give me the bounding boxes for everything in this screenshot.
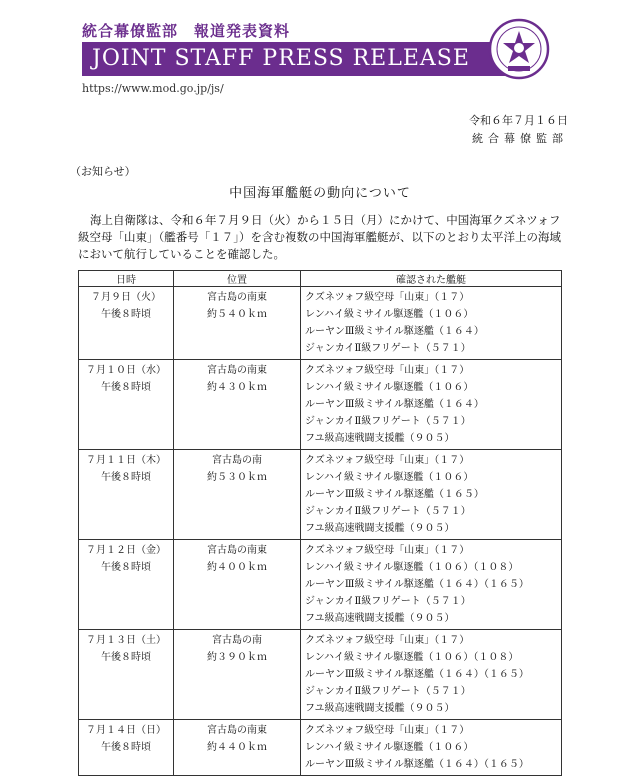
sighting-time: 午後８時頃	[101, 472, 151, 483]
position-place: 宮古島の南	[212, 635, 262, 646]
position-place: 宮古島の南	[212, 455, 262, 466]
joint-staff-seal-icon	[488, 18, 550, 80]
ship-sightings-table	[78, 270, 562, 776]
sighting-time: 午後８時頃	[101, 742, 151, 753]
sighting-time: 午後８時頃	[101, 382, 151, 393]
ship-entry: クズネツォフ級空母「山東」（１７）	[305, 292, 470, 303]
ship-entry: ルーヤンⅢ級ミサイル駆逐艦（１６４）	[305, 326, 484, 337]
cell-datetime	[79, 360, 174, 450]
ship-entry: フユ級高速戦闘支援艦（９０５）	[305, 523, 455, 534]
cell-datetime	[79, 630, 174, 720]
press-release-banner: JOINT STAFF PRESS RELEASE	[82, 42, 512, 76]
sighting-time: 午後８時頃	[101, 309, 151, 320]
table-row	[79, 360, 562, 450]
cell-position	[174, 540, 301, 630]
ship-entry: クズネツォフ級空母「山東」（１７）	[305, 365, 470, 376]
site-url[interactable]: https://www.mod.go.jp/js/	[82, 82, 224, 95]
cell-position	[174, 630, 301, 720]
table-row	[79, 720, 562, 776]
table-header-row	[79, 271, 562, 287]
ship-entry: レンハイ級ミサイル駆逐艦（１０６）	[305, 309, 474, 320]
position-distance: 約４４０ｋｍ	[207, 742, 267, 753]
position-place: 宮古島の南東	[207, 545, 267, 556]
ship-entry: レンハイ級ミサイル駆逐艦（１０６）（１０８）	[305, 562, 519, 573]
position-distance: 約５３０ｋｍ	[207, 472, 267, 483]
cell-datetime	[79, 540, 174, 630]
org-header: 統合幕僚監部 報道発表資料	[82, 22, 291, 40]
sighting-time: 午後８時頃	[101, 652, 151, 663]
ship-entry: レンハイ級ミサイル駆逐艦（１０６）	[305, 382, 474, 393]
position-place: 宮古島の南東	[207, 725, 267, 736]
ship-entry: ジャンカイⅡ級フリゲート（５７１）	[305, 506, 471, 517]
ship-entry: ジャンカイⅡ級フリゲート（５７１）	[305, 416, 471, 427]
ship-entry: フユ級高速戦闘支援艦（９０５）	[305, 703, 455, 714]
sighting-date: ７月９日（火）	[91, 292, 161, 303]
header-date: 日時	[79, 271, 174, 287]
cell-position	[174, 287, 301, 360]
position-distance: 約４００ｋｍ	[207, 562, 267, 573]
cell-ships	[301, 720, 562, 776]
table-row	[79, 287, 562, 360]
ship-entry: フユ級高速戦闘支援艦（９０５）	[305, 613, 455, 624]
issue-date: 令和６年７月１６日	[469, 114, 568, 127]
ship-entry: ジャンカイⅡ級フリゲート（５７１）	[305, 596, 471, 607]
ship-entry: フユ級高速戦闘支援艦（９０５）	[305, 433, 455, 444]
ship-entry: レンハイ級ミサイル駆逐艦（１０６）（１０８）	[305, 652, 519, 663]
position-distance: 約５４０ｋｍ	[207, 309, 267, 320]
document-title: 中国海軍艦艇の動向について	[229, 186, 411, 201]
sighting-date: ７月１２日（金）	[86, 545, 166, 556]
position-distance: 約３９０ｋｍ	[207, 652, 267, 663]
cell-position	[174, 450, 301, 540]
body-paragraph: 海上自衛隊は、令和６年７月９日（火）から１５日（月）にかけて、中国海軍クズネツォフ級空母「山東」（艦番号「１７」）を含む複数の中国海軍艦艇が、以下のとおり太平洋上の海域において航行していることを確認した。	[78, 213, 561, 261]
notice-label: （お知らせ）	[70, 165, 136, 178]
header-position: 位置	[174, 271, 301, 287]
sighting-date: ７月１４日（日）	[86, 725, 166, 736]
ship-entry: クズネツォフ級空母「山東」（１７）	[305, 635, 470, 646]
ship-entry: ジャンカイⅡ級フリゲート（５７１）	[305, 343, 471, 354]
sighting-date: ７月１１日（木）	[86, 455, 166, 466]
ship-entry: ルーヤンⅢ級ミサイル駆逐艦（１６５）	[305, 489, 484, 500]
ship-entry: ジャンカイⅡ級フリゲート（５７１）	[305, 686, 471, 697]
cell-ships	[301, 450, 562, 540]
position-place: 宮古島の南東	[207, 292, 267, 303]
ship-entry: ルーヤンⅢ級ミサイル駆逐艦（１６４）（１６５）	[305, 579, 529, 590]
position-distance: 約４３０ｋｍ	[207, 382, 267, 393]
table-body	[79, 287, 562, 776]
ship-entry: クズネツォフ級空母「山東」（１７）	[305, 455, 470, 466]
table-row	[79, 630, 562, 720]
ship-entry: ルーヤンⅢ級ミサイル駆逐艦（１６４）（１６５）	[305, 759, 529, 770]
cell-position	[174, 360, 301, 450]
table-row	[79, 450, 562, 540]
ship-entry: クズネツォフ級空母「山東」（１７）	[305, 545, 470, 556]
cell-ships	[301, 360, 562, 450]
ship-entry: ルーヤンⅢ級ミサイル駆逐艦（１６４）（１６５）	[305, 669, 529, 680]
cell-ships	[301, 630, 562, 720]
cell-position	[174, 720, 301, 776]
cell-datetime	[79, 720, 174, 776]
cell-datetime	[79, 450, 174, 540]
table-row	[79, 540, 562, 630]
ship-entry: ルーヤンⅢ級ミサイル駆逐艦（１６４）	[305, 399, 484, 410]
cell-ships	[301, 287, 562, 360]
issuer: 統合幕僚監部	[472, 132, 568, 145]
ship-entry: レンハイ級ミサイル駆逐艦（１０６）	[305, 742, 474, 753]
cell-ships	[301, 540, 562, 630]
sighting-time: 午後８時頃	[101, 562, 151, 573]
ship-entry: クズネツォフ級空母「山東」（１７）	[305, 725, 470, 736]
sighting-date: ７月１０日（水）	[86, 365, 166, 376]
position-place: 宮古島の南東	[207, 365, 267, 376]
ship-entry: レンハイ級ミサイル駆逐艦（１０６）	[305, 472, 474, 483]
cell-datetime	[79, 287, 174, 360]
header-ships: 確認された艦艇	[301, 271, 562, 287]
sighting-date: ７月１３日（土）	[86, 635, 166, 646]
